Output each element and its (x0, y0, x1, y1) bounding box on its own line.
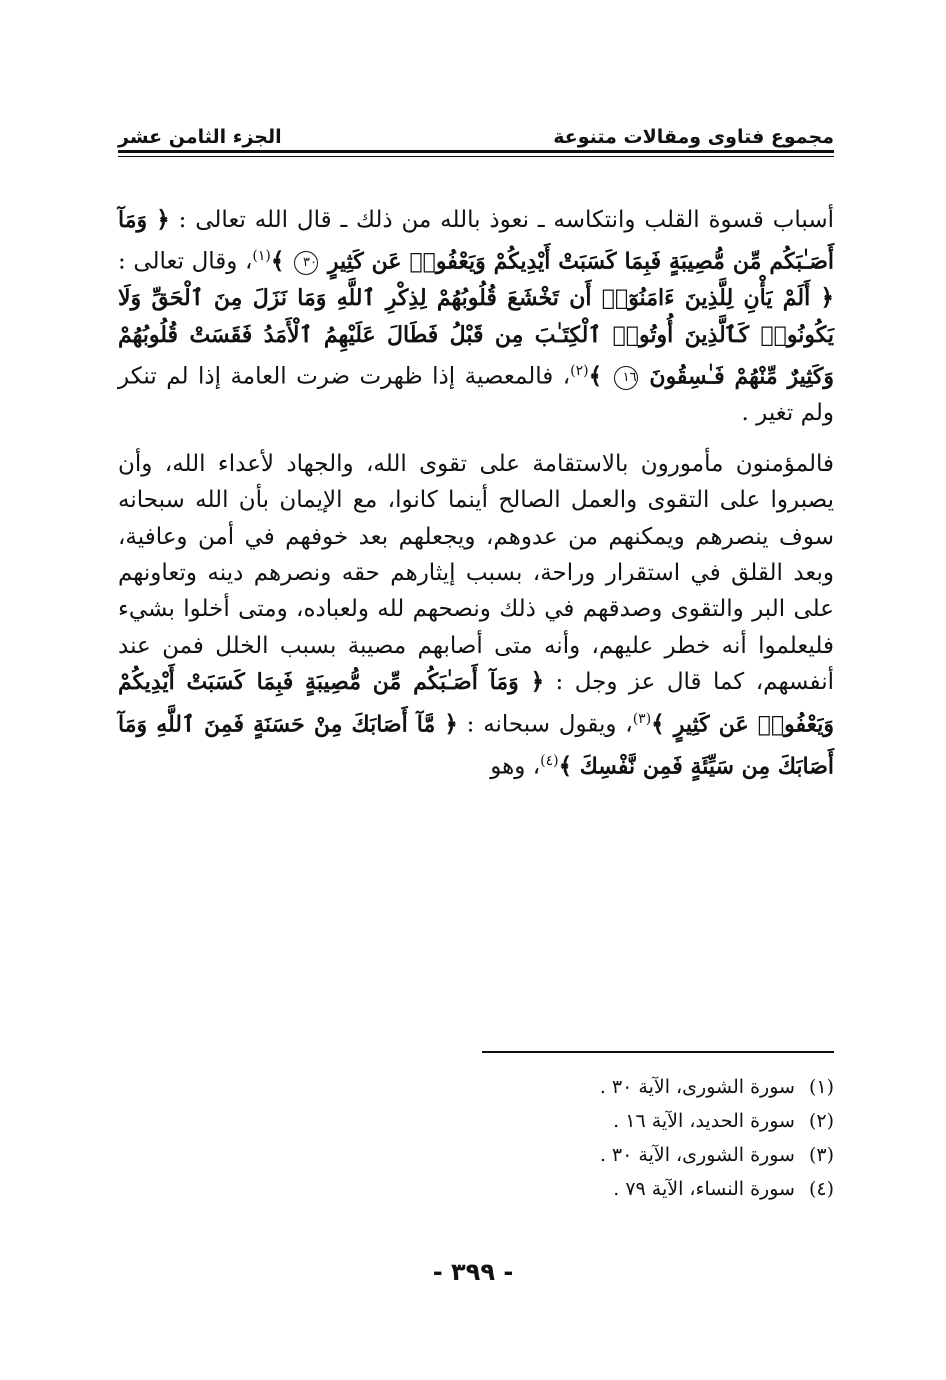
header-rule (118, 150, 834, 153)
footnote-number: (٢) (808, 1110, 834, 1132)
verse-close-bracket: ﴾ (558, 752, 573, 780)
quran-verse-1: وَمَآ أَصَـٰبَكُم مِّن مُّصِيبَةٍ فَبِمَا كَسَبَتْ أَيْدِيكُمْ وَيَعْفُوا۟ عَن كَثِيرٍ (118, 207, 834, 276)
footnote-item (440, 1104, 834, 1138)
footnote-text: سورة النساء، الآية ٧٩ . (613, 1178, 795, 1200)
paragraph-1-text-c: ، فالمعصية إذا ظهرت ضرت العامة إذا لم تنكر ولم تغير . (118, 363, 834, 427)
paragraph-1-text-b: ، وقال تعالى : (118, 249, 253, 276)
quran-verse-2: أَلَمْ يَأْنِ لِلَّذِينَ ءَامَنُوٓا۟ أَن تَخْشَعَ قُلُوبُهُمْ لِذِكْرِ ٱللَّهِ وَمَا نَزَلَ مِنَ ٱلْحَقِّ وَلَا يَكُونُوا۟ كَٱلَّذِينَ أُوتُوا۟ ٱلْكِتَـٰبَ مِن قَبْلُ فَطَالَ عَلَيْهِمُ ٱلْأَمَدُ فَقَسَتْ قُلُوبُهُمْ وَكَثِيرٌ مِّنْهُمْ فَـٰسِقُونَ (118, 285, 835, 390)
footnote-ref-2: (٢) (570, 363, 589, 380)
footnote-number: (١) (808, 1076, 834, 1098)
footnote-number: (٣) (808, 1144, 834, 1166)
footnote-ref-3: (٣) (632, 710, 652, 727)
verse-close-bracket: ﴾ (588, 362, 603, 390)
running-header (118, 112, 834, 148)
book-title: مجموع فتاوى ومقالات متنوعة (553, 126, 834, 148)
quran-verse-4: مَّآ أَصَابَكَ مِنْ حَسَنَةٍ فَمِنَ ٱللَّهِ وَمَآ أَصَابَكَ مِن سَيِّئَةٍ فَمِن نَّفْسِكَ (118, 711, 834, 780)
paragraph-2 (118, 446, 834, 785)
paragraph-2-text-a: فالمؤمنون مأمورون بالاستقامة على تقوى الله، والجهاد لأعداء الله، وأن يصبروا على التقوى والعمل الصالح أينما كانوا، مع الإيمان بأن الله سبحانه سوف ينصرهم ويمكنهم من عدوهم، ويجعلهم بعد خوفهم في أمن وعافية، وبعد القلق في استقرار وراحة، بسبب إيثارهم حقه ونصرهم دينه وتعاونهم على البر والتقوى وصدقهم في ذلك ونصحهم لله ولعباده، ومتى أخلوا بشيء فليعلموا أنه خطر عليهم، وأنه متى أصابهم مصيبة بسبب الخلل فمن عند أنفسهم، كما قال عز وجل : (118, 450, 834, 696)
volume-title: الجزء الثامن عشر (118, 126, 282, 148)
paragraph-2-text-b: ، ويقول سبحانه : (457, 711, 633, 738)
quran-verse-3: وَمَآ أَصَـٰبَكُم مِّن مُّصِيبَةٍ فَبِمَا كَسَبَتْ أَيْدِيكُمْ وَيَعْفُوا۟ عَن كَثِيرٍ (118, 669, 835, 738)
verse-open-bracket: ﴿ (530, 668, 545, 696)
paragraph-2-text-c: ، وهو (490, 753, 541, 780)
footnote-ref-1: (١) (252, 248, 271, 265)
verse-close-bracket: ﴾ (270, 248, 285, 276)
verse-open-bracket: ﴿ (820, 284, 834, 312)
verse-open-bracket: ﴿ (156, 206, 170, 233)
footnote-ref-4: (٤) (540, 752, 559, 769)
paragraph-1-text-a: أسباب قسوة القلب وانتكاسه ـ نعوذ بالله من ذلك ـ قال الله تعالى : (169, 207, 834, 233)
header-rule-thin (118, 156, 834, 157)
footnote-item (440, 1172, 834, 1206)
footnote-item (440, 1138, 834, 1172)
footnote-number: (٤) (808, 1178, 834, 1200)
footnote-separator (482, 1051, 834, 1053)
footnote-text: سورة الحديد، الآية ١٦ . (613, 1110, 795, 1132)
verse-close-bracket: ﴾ (651, 710, 665, 738)
body-text (118, 202, 834, 785)
page-number: - ٣٩٩ - (432, 1258, 514, 1286)
verse-number-marker: ١٦ (614, 366, 638, 390)
footnote-text: سورة الشورى، الآية ٣٠ . (599, 1144, 795, 1166)
footnotes (440, 1070, 834, 1206)
footnote-item (440, 1070, 834, 1104)
paragraph-1 (118, 202, 834, 432)
verse-number-marker: ٣٠ (294, 251, 318, 275)
footnote-text: سورة الشورى، الآية ٣٠ . (599, 1076, 795, 1098)
verse-open-bracket: ﴿ (444, 710, 458, 738)
